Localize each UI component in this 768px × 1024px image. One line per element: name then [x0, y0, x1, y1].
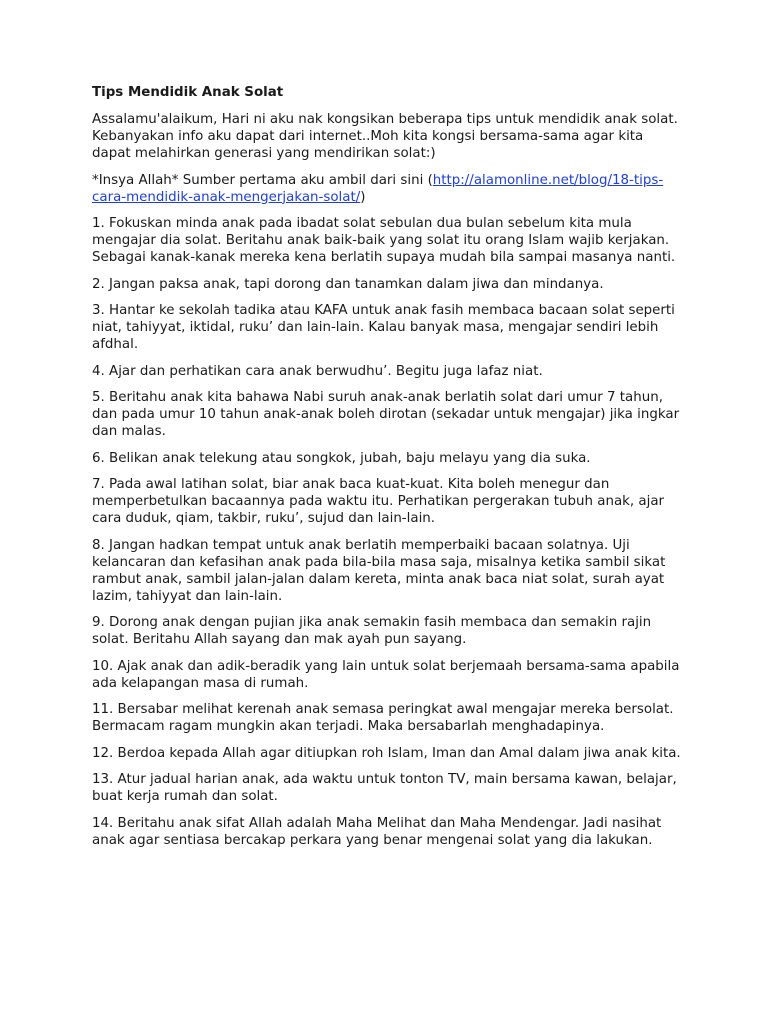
tip-paragraph-9: 9. Dorong anak dengan pujian jika anak semakin fasih membaca dan semakin rajin solat. Beritahu Allah sayang dan mak ayah pun sayang. — [92, 615, 652, 647]
tip-paragraph-7: 7. Pada awal latihan solat, biar anak baca kuat-kuat. Kita boleh menegur dan memperbetulkan bacaannya pada waktu itu. Perhatikan pergerakan tubuh anak, ajar cara duduk, qiam, takbir, ruku’, sujud dan lain-lain. — [92, 477, 665, 526]
source-suffix: ) — [360, 189, 366, 205]
source-paragraph — [92, 172, 684, 206]
document-title: Tips Mendidik Anak Solat — [92, 85, 284, 100]
source-link[interactable]: http://alamonline.net/blog/18-tips-cara-mendidik-anak-mengerjakan-solat/ — [92, 172, 664, 205]
tip-paragraph-10: 10. Ajak anak dan adik-beradik yang lain untuk solat berjemaah bersama-sama apabila ada kelapangan masa di rumah. — [92, 658, 680, 691]
tip-paragraph-8: 8. Jangan hadkan tempat untuk anak berlatih memperbaiki bacaan solatnya. Uji kelancaran dan kefasihan anak pada bila-bila masa saja, misalnya ketika sambil sikat rambut anak, sambil jalan-jalan dalam kereta, minta anak baca niat solat, surah ayat lazim, tahiyyat dan lain-lain. — [92, 537, 666, 604]
tip-paragraph-5: 5. Beritahu anak kita bahawa Nabi suruh anak-anak berlatih solat dari umur 7 tahun, dan pada umur 10 tahun anak-anak boleh dirotan (sekadar untuk mengajar) jika ingkar dan malas. — [92, 390, 680, 439]
tip-paragraph-1: 1. Fokuskan minda anak pada ibadat solat sebulan dua bulan sebelum kita mula mengajar dia solat. Beritahu anak baik-baik yang solat itu orang Islam wajib kerjakan. Sebagai kanak-kanak mereka kena berlatih supaya mudah bila sampai masanya nanti. — [92, 216, 676, 265]
tip-paragraph-12: 12. Berdoa kepada Allah agar ditiupkan roh Islam, Iman dan Amal dalam jiwa anak kita. — [92, 745, 681, 761]
tip-paragraph-11: 11. Bersabar melihat kerenah anak semasa peringkat awal mengajar mereka bersolat. Bermacam ragam mungkin akan terjadi. Maka bersabarlah menghadapinya. — [92, 702, 674, 734]
source-prefix: *Insya Allah* Sumber pertama aku ambil dari sini ( — [92, 172, 433, 188]
document-page — [92, 84, 684, 858]
tip-paragraph-2: 2. Jangan paksa anak, tapi dorong dan tanamkan dalam jiwa dan mindanya. — [92, 276, 604, 292]
tip-paragraph-13: 13. Atur jadual harian anak, ada waktu untuk tonton TV, main bersama kawan, belajar, buat kerja rumah dan solat. — [92, 772, 677, 804]
tip-paragraph-14: 14. Beritahu anak sifat Allah adalah Maha Melihat dan Maha Mendengar. Jadi nasihat anak agar sentiasa bercakap perkara yang benar mengenai solat yang dia lakukan. — [92, 815, 662, 848]
tip-paragraph-4: 4. Ajar dan perhatikan cara anak berwudhu’. Begitu juga lafaz niat. — [92, 363, 543, 379]
tip-paragraph-6: 6. Belikan anak telekung atau songkok, jubah, baju melayu yang dia suka. — [92, 450, 591, 466]
intro-paragraph: Assalamu'alaikum, Hari ni aku nak kongsikan beberapa tips untuk mendidik anak solat. Kebanyakan info aku dapat dari internet..Moh kita kongsi bersama-sama agar kita dapat melahirkan generasi yang mendirikan solat:) — [92, 112, 678, 161]
tip-paragraph-3: 3. Hantar ke sekolah tadika atau KAFA untuk anak fasih membaca bacaan solat seperti niat, tahiyyat, iktidal, ruku’ dan lain-lain. Kalau banyak masa, mengajar sendiri lebih afdhal. — [92, 303, 675, 352]
